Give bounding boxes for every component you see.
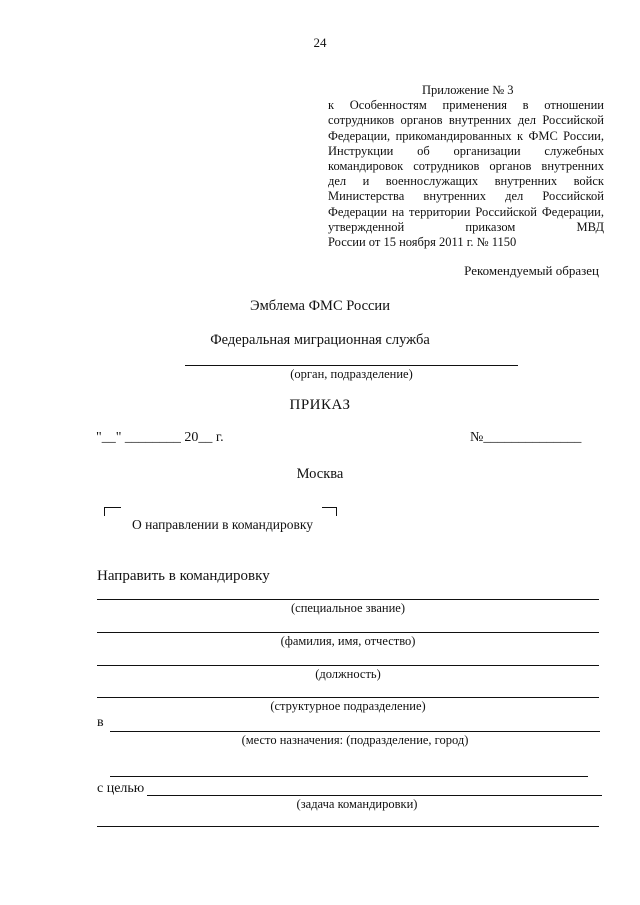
left-corner-bracket <box>104 507 121 516</box>
unit-line <box>97 697 599 698</box>
org-caption: (орган, подразделение) <box>290 367 413 381</box>
destination-line <box>110 731 600 732</box>
annex-title: Приложение № 3 <box>422 83 514 97</box>
name-line <box>97 632 599 633</box>
name-caption: (фамилия, имя, отчество) <box>280 634 416 648</box>
right-corner-bracket <box>322 507 337 516</box>
position-caption: (должность) <box>315 667 381 681</box>
destination-extra-line <box>110 776 588 777</box>
position-line <box>97 665 599 666</box>
order-number-field: №______________ <box>470 430 582 445</box>
order-subject: О направлении в командировку <box>132 517 313 532</box>
rank-caption: (специальное звание) <box>290 601 405 615</box>
task-extra-line <box>97 826 599 827</box>
purpose-prefix: с целью <box>97 781 145 796</box>
unit-caption: (структурное подразделение) <box>270 699 426 713</box>
city: Москва <box>296 466 344 482</box>
order-title: ПРИКАЗ <box>289 397 351 413</box>
task-caption: (задача командировки) <box>296 797 418 811</box>
emblem-placeholder: Эмблема ФМС России <box>250 298 390 314</box>
recommended-sample-label: Рекомендуемый образец <box>464 263 599 278</box>
send-on-trip-label: Направить в командировку <box>97 568 270 584</box>
page-number: 24 <box>313 35 327 50</box>
rank-line <box>97 599 599 600</box>
service-name: Федеральная миграционная служба <box>210 332 430 348</box>
org-line <box>185 365 518 366</box>
annex-body: к Особенностям применения в отношении сотрудников органов внутренних дел Российской Федерации, прикомандированных к ФМС России, Инструкции об организации служебных командировок сотрудников органов внутренних дел и военнослужащих внутренних войск Министерства внутренних дел Российской Федерации на территории Российской Федерации, утвержденной приказом МВД <box>328 98 604 234</box>
destination-prefix: в <box>97 715 104 730</box>
purpose-line <box>147 795 602 796</box>
annex-block <box>328 83 604 250</box>
date-field: "__" ________ 20__ г. <box>96 430 224 445</box>
destination-caption: (место назначения: (подразделение, город) <box>241 733 469 747</box>
annex-last-line: России от 15 ноября 2011 г. № 1150 <box>328 235 517 250</box>
